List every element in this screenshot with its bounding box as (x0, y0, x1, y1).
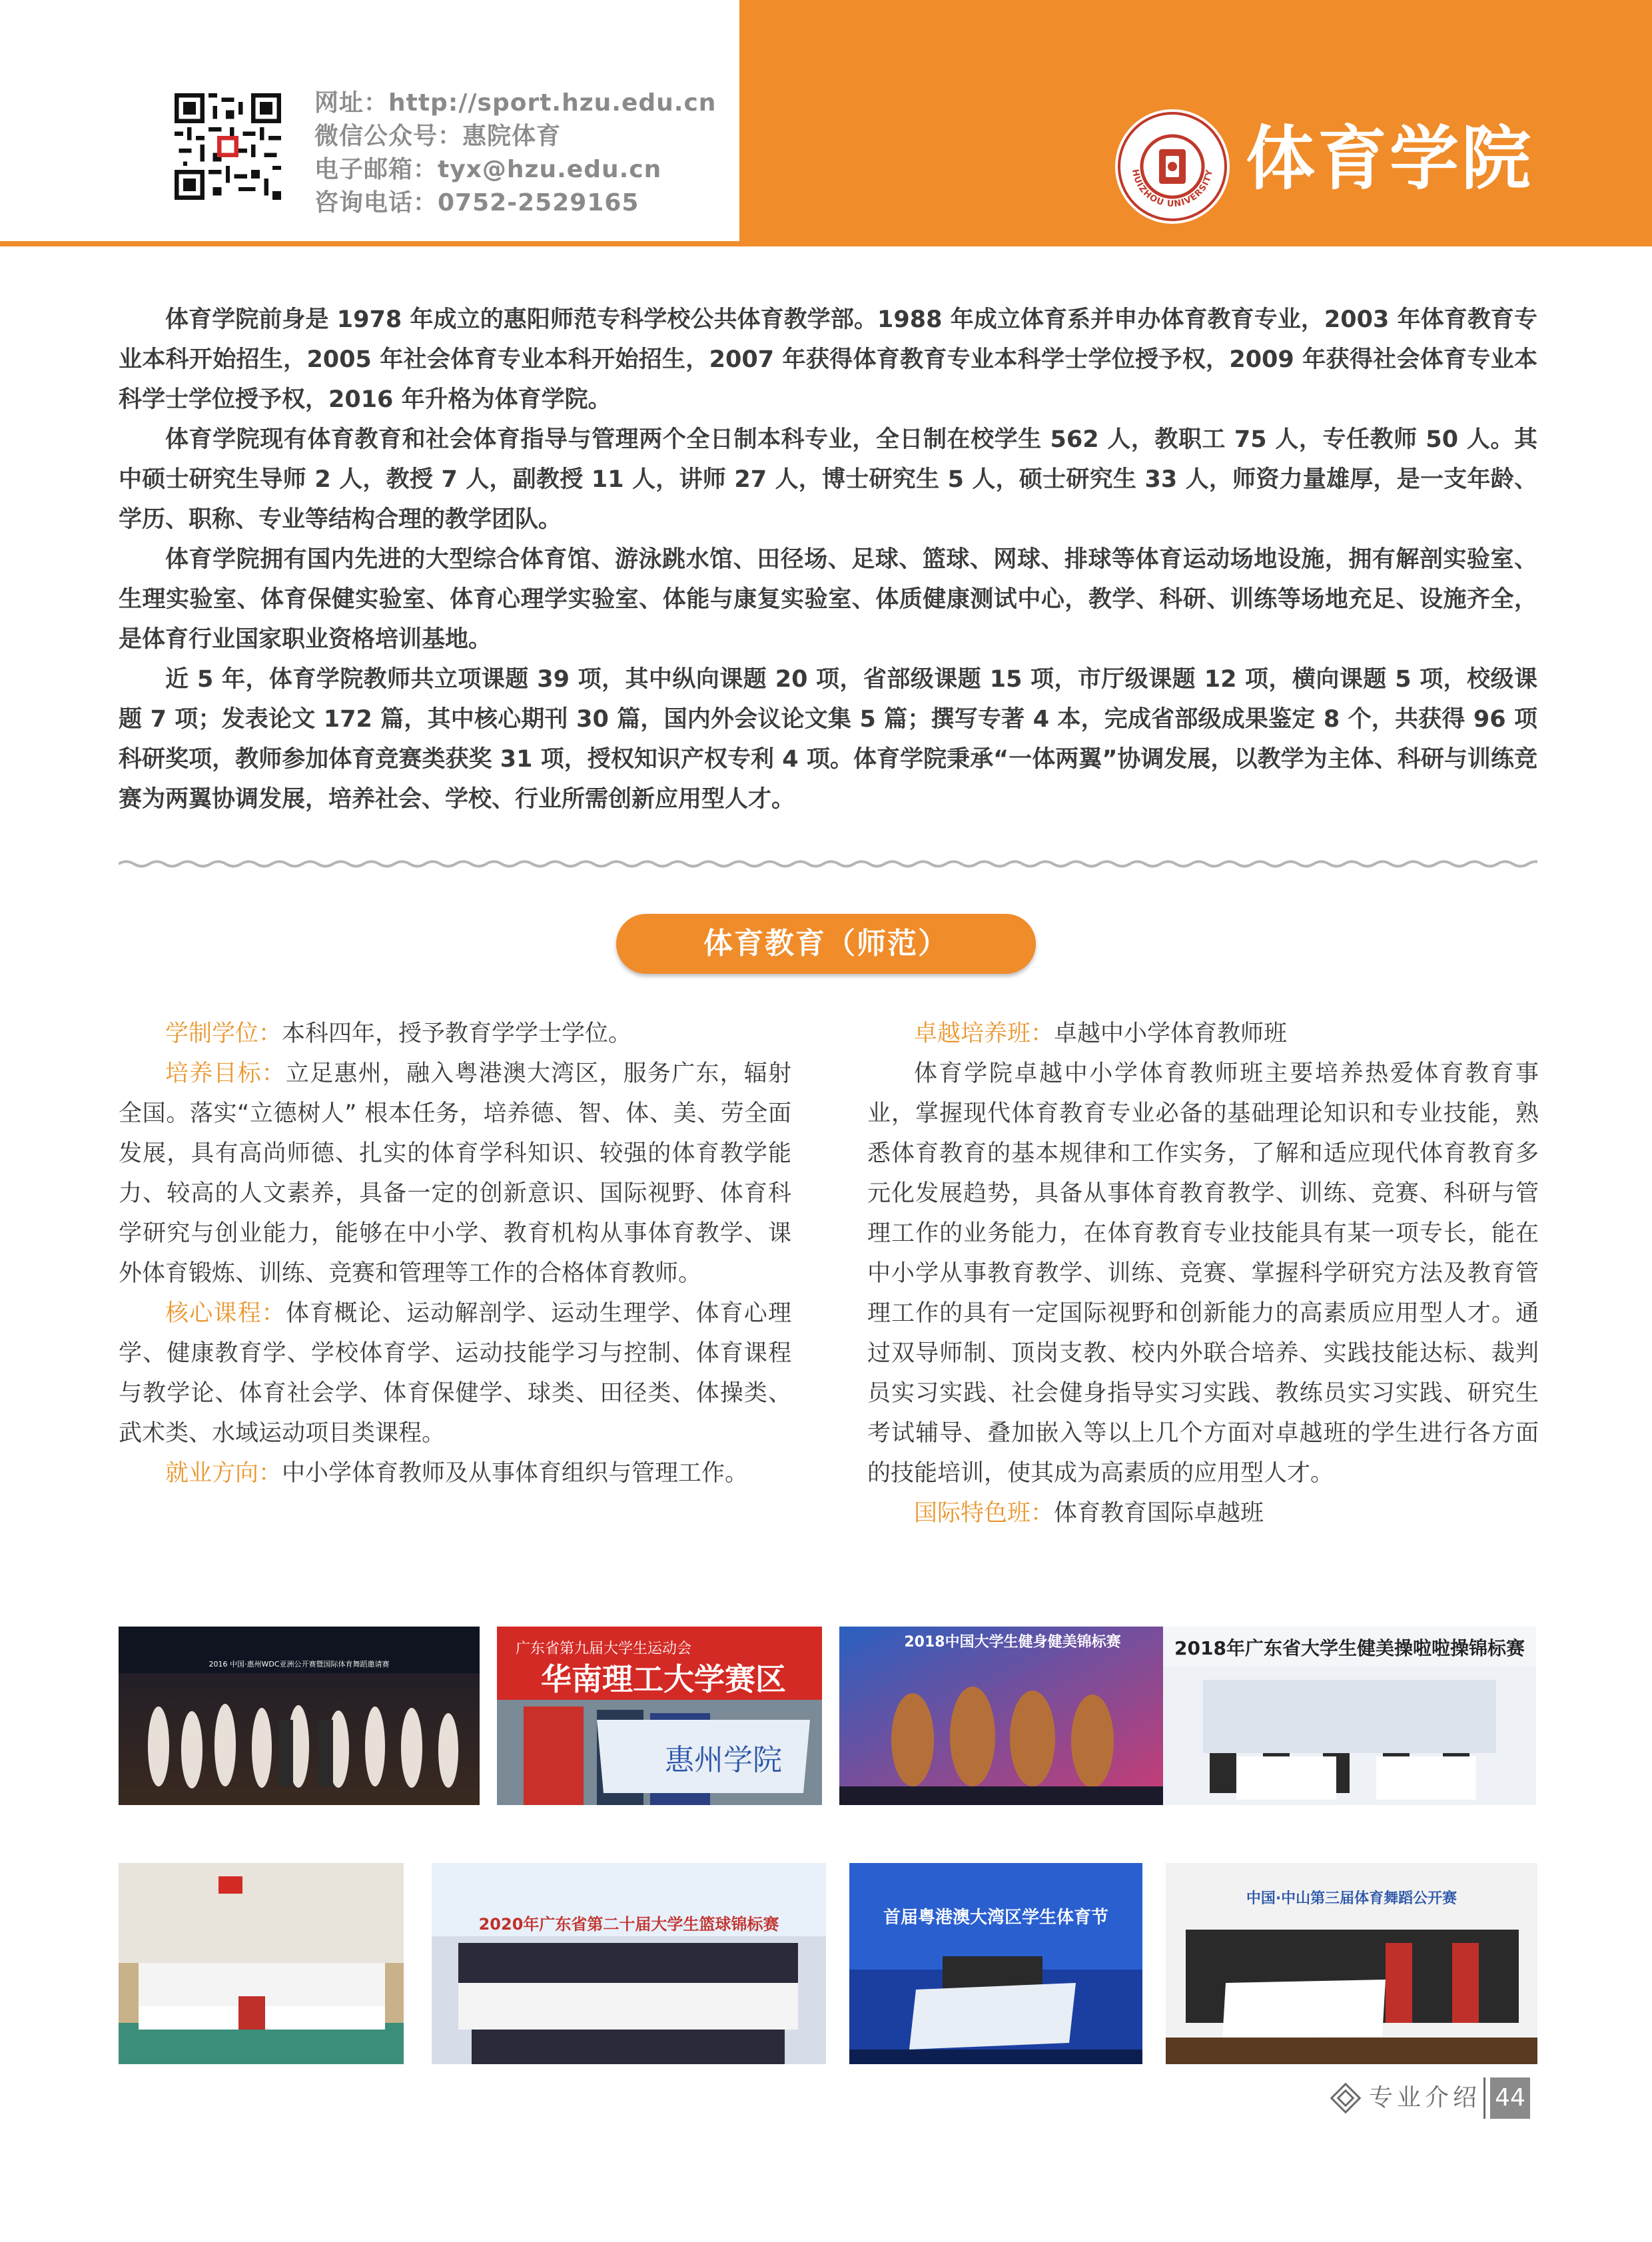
career-label: 就业方向： (165, 1460, 282, 1487)
diamond-icon (1329, 2081, 1362, 2115)
course-text: 体育概论、运动解剖学、运动生理学、体育心理学、健康教育学、学校体育学、运动技能学习与控制、体育课程与教学论、体育社会学、体育保健学、球类、田径类、体操类、武术类、水域运动项目类课程。 (119, 1300, 791, 1447)
intl-paragraph (867, 1493, 1539, 1533)
photo-aerobics (1163, 1627, 1536, 1805)
degree-label: 学制学位： (165, 1020, 282, 1047)
course-label: 核心课程： (165, 1300, 286, 1327)
excellence-description: 体育学院卓越中小学体育教师班主要培养热爱体育教育事业，掌握现代体育教育专业必备的基础理论知识和专业技能，熟悉体育教育的基本规律和工作实务，了解和适应现代体育教育多元化发展趋势，具备从事体育教育教学、训练、竞赛、科研与管理工作的业务能力，在体育教育专业技能具有某一项专长，能在中小学从事教育教学、训练、竞赛、掌握科学研究方法及教育管理工作的具有一定国际视野和创新能力的高素质应用型人才。通过双导师制、顶岗支教、校内外联合培养、实践技能达标、裁判员实习实践、社会健身指导实习实践、教练员实习实践、研究生考试辅导、叠加嵌入等以上几个方面对卓越班的学生进行各方面的技能培训，使其成为高素质的应用型人才。 (867, 1060, 1539, 1487)
qr-code-icon (175, 93, 281, 200)
wave-line (119, 862, 1537, 867)
contact-info (314, 87, 727, 220)
logo-lettering: HUIZHOU UNIVERSITY (1129, 168, 1215, 210)
photo-8-banner: 中国·中山第三届体育舞蹈公开赛 (1246, 1890, 1457, 1907)
photo-student-sports-festival (849, 1863, 1142, 2064)
section-title: 体育教育（师范） (703, 927, 949, 960)
photo-1-banner: 2016 中国·惠州WDC亚洲公开赛暨国际体育舞蹈邀请赛 (208, 1660, 390, 1669)
photo-4-banner: 2018年广东省大学生健美操啦啦操锦标赛 (1174, 1637, 1525, 1659)
degree-paragraph (119, 1014, 791, 1054)
email-text[interactable]: 电子邮箱：tyx@hzu.edu.cn (314, 156, 662, 183)
goal-label: 培养目标： (165, 1060, 286, 1087)
footer-label: 专业介绍 (1369, 2084, 1481, 2111)
photo-basketball-championship (432, 1863, 826, 2064)
photo-bodybuilding (839, 1627, 1186, 1805)
university-logo (1112, 107, 1232, 226)
photo-7-banner: 首届粤港澳大湾区学生体育节 (883, 1908, 1109, 1928)
photo-dance-open (1166, 1863, 1537, 2064)
career-text: 中小学体育教师及从事体育组织与管理工作。 (282, 1460, 749, 1487)
website-text[interactable]: 网址：http://sport.hzu.edu.cn (314, 89, 717, 117)
wave-divider (119, 854, 1537, 874)
degree-text: 本科四年，授予教育学学士学位。 (282, 1020, 632, 1047)
course-paragraph (119, 1294, 791, 1453)
intro-paragraph-research: 近 5 年，体育学院教师共立项课题 39 项，其中纵向课题 20 项，省部级课题 15 项，市厅级课题 12 项，横向课题 5 项，校级课题 7 项；发表论文 172 篇，其中核心期刊 30 篇，国内外会议论文集 5 篇；撰写专著 4 本，完成省部级成果鉴定 8 个，共获得 96 项科研奖项，教师参加体育竞赛类获奖 31 项，授权知识产权专利 4 项。体育学院秉承“一体两翼”协调发展，以教学为主体、科研与训练竞赛为两翼协调发展，培养社会、学校、行业所需创新应用型人才。 (119, 666, 1537, 813)
footer-divider (1483, 2077, 1485, 2119)
goal-paragraph (119, 1054, 791, 1294)
career-paragraph (119, 1453, 791, 1493)
wechat-text: 微信公众号：惠院体育 (314, 123, 562, 150)
intro-section (119, 300, 1537, 819)
intl-text: 体育教育国际卓越班 (1054, 1500, 1264, 1527)
intro-paragraph-history: 体育学院前身是 1978 年成立的惠阳师范专科学校公共体育教学部。1988 年成立体育系并申办体育教育专业，2003 年体育教育专业本科开始招生，2005 年社会体育专业本科开始招生，2007 年获得体育教育专业本科学士学位授予权，2009 年获得社会体育专业本科学士学位授予权，2016 年升格为体育学院。 (119, 306, 1537, 413)
photo-2-subbanner: 华南理工大学赛区 (541, 1661, 786, 1697)
intl-label: 国际特色班： (914, 1500, 1054, 1527)
college-title: 体育学院 (1246, 118, 1534, 199)
photo-3-banner: 2018中国大学生健身健美锦标赛 (904, 1634, 1121, 1651)
photo-dance-competition (119, 1627, 480, 1805)
section-title-pill (616, 914, 1036, 974)
photo-basketball-team (119, 1863, 404, 2064)
goal-text: 立足惠州，融入粤港澳大湾区，服务广东，辐射全国。落实“立德树人” 根本任务，培养德、智、体、美、劳全面发展，具有高尚师德、扎实的体育学科知识、较强的体育教学能力、较高的人文素养，具备一定的创新意识、国际视野、体育科学研究与创业能力，能够在中小学、教育机构从事体育教学、课外体育锻炼、训练、竞赛和管理等工作的合格体育教师。 (119, 1060, 791, 1287)
photo-2-flag: 惠州学院 (665, 1743, 782, 1777)
major-details-right (867, 1014, 1539, 1533)
photo-6-banner: 2020年广东省第二十届大学生篮球锦标赛 (478, 1915, 779, 1934)
photo-2-banner: 广东省第九届大学生运动会 (515, 1641, 692, 1657)
excellence-paragraph (867, 1014, 1539, 1054)
phone-text: 咨询电话：0752-2529165 (314, 189, 639, 216)
page-number: 44 (1490, 2077, 1530, 2119)
excellence-label: 卓越培养班： (914, 1020, 1054, 1047)
excellence-text: 卓越中小学体育教师班 (1054, 1020, 1288, 1047)
photo-university-games (497, 1627, 822, 1805)
page-footer (1329, 2075, 1542, 2121)
major-details-left (119, 1014, 791, 1493)
intro-paragraph-facilities: 体育学院拥有国内先进的大型综合体育馆、游泳跳水馆、田径场、足球、篮球、网球、排球等体育运动场地设施，拥有解剖实验室、生理实验室、体育保健实验室、体育心理学实验室、体能与康复实验室、体质健康测试中心，教学、科研、训练等场地充足、设施齐全，是体育行业国家职业资格培训基地。 (119, 546, 1537, 653)
intro-paragraph-faculty: 体育学院现有体育教育和社会体育指导与管理两个全日制本科专业，全日制在校学生 562 人，教职工 75 人，专任教师 50 人。其中硕士研究生导师 2 人，教授 7 人，副教授 11 人，讲师 27 人，博士研究生 5 人，硕士研究生 33 人，师资力量雄厚，是一支年龄、学历、职称、专业等结构合理的教学团队。 (119, 426, 1537, 533)
header-divider (0, 241, 739, 246)
